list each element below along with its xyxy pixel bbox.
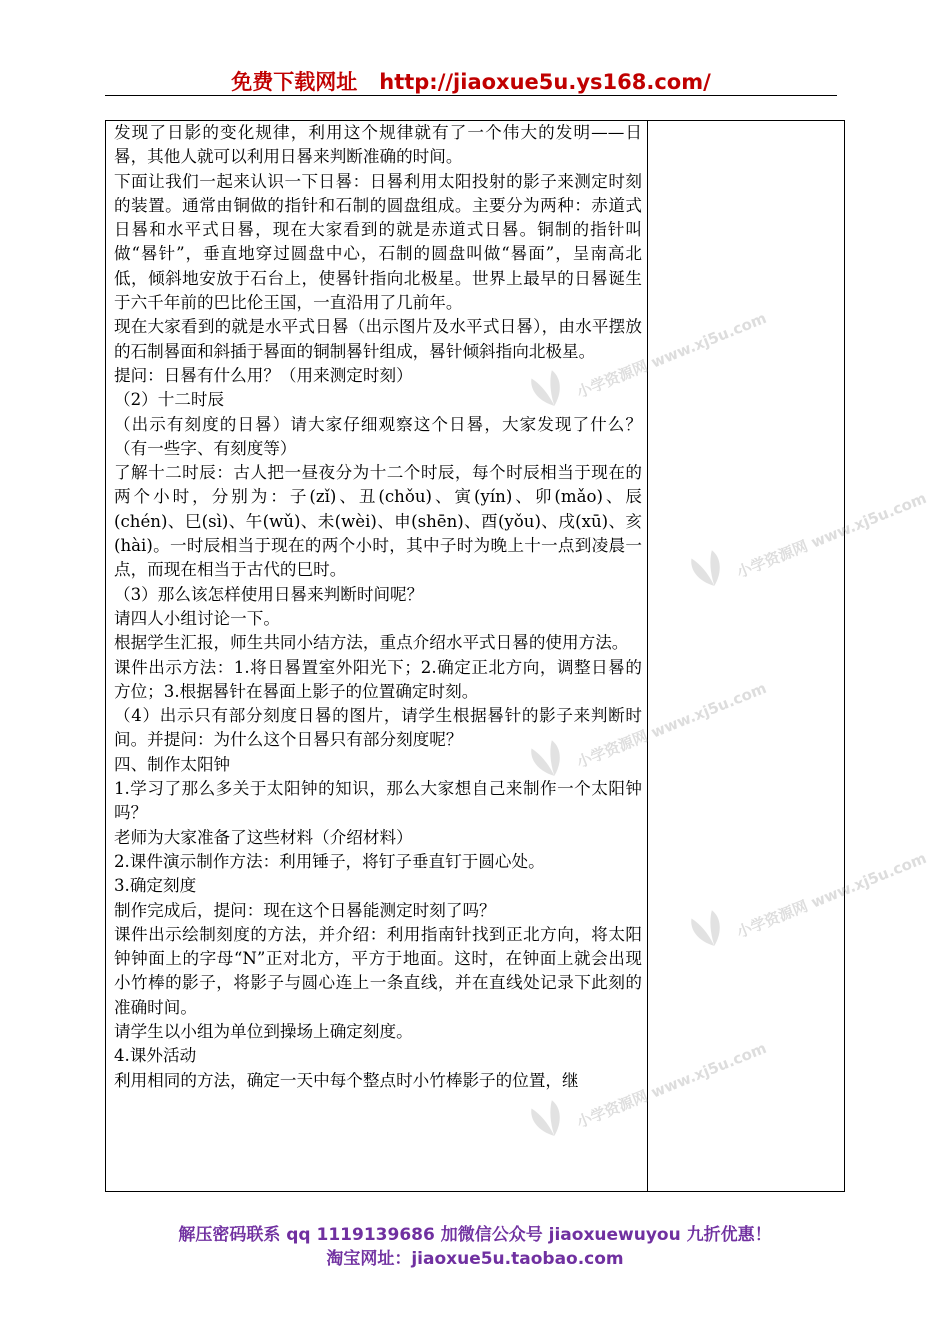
table-column-divider	[647, 121, 648, 1191]
paragraph: 下面让我们一起来认识一下日晷：日晷利用太阳投射的影子来测定时刻的装置。通常由铜做的指针和石制的圆盘组成。主要分为两种：赤道式日晷和水平式日晷，现在大家看到的就是赤道式日晷。铜制的指针叫做“晷针”，垂直地穿过圆盘中心，石制的圆盘叫做“晷面”，呈南高北低，倾斜地安放于石台上，使晷针指向北极星。世界上最早的日晷诞生于六千年前的巴比伦王国，一直沿用了几前年。	[114, 171, 642, 313]
header-divider	[105, 95, 837, 96]
paragraph: 了解十二时辰：古人把一昼夜分为十二个时辰，每个时辰相当于现在的两个小时，分别为：子(zǐ)、丑(chǒu)、寅(yín)、卯(mǎo)、辰(chén)、巳(sì)、午(wǔ)、未(wèi)、申(shēn)、酉(yǒu)、戌(xū)、亥(hài)。一时辰相当于现在的两个小时，其中子时为晚上十一点到凌晨一点，而现在相当于古代的巳时。	[114, 463, 642, 580]
paragraph: （4）出示只有部分刻度日晷的图片，请学生根据晷针的影子来判断时间。并提问：为什么这个日晷只有部分刻度呢？	[114, 706, 642, 750]
paragraph: 利用相同的方法，确定一天中每个整点时小竹棒影子的位置，继	[114, 1070, 579, 1090]
watermark-text: 小学资源网 www.xj5u.com	[734, 848, 930, 942]
watermark-text: 小学资源网 www.xj5u.com	[574, 1038, 770, 1132]
page-header	[105, 66, 837, 94]
watermark-text: 小学资源网 www.xj5u.com	[734, 488, 930, 582]
paragraph: （2）十二时辰	[114, 390, 225, 410]
watermark-text: 小学资源网 www.xj5u.com	[574, 308, 770, 402]
header-label: 免费下载网址	[231, 70, 358, 94]
paragraph: 1.学习了那么多关于太阳钟的知识，那么大家想自己来制作一个太阳钟吗？	[114, 779, 642, 823]
paragraph: （3）那么该怎样使用日晷来判断时间呢？	[114, 584, 424, 604]
paragraph: 2.课件演示制作方法：利用锤子，将钉子垂直钉于圆心处。	[114, 851, 545, 871]
watermark-text: 小学资源网 www.xj5u.com	[574, 678, 770, 772]
paragraph: 发现了日影的变化规律，利用这个规律就有了一个伟大的发明——日晷，其他人就可以利用日晷来判断准确的时间。	[114, 123, 642, 167]
paragraph: 3.确定刻度	[114, 876, 197, 896]
footer-shop-link[interactable]: 淘宝网址：jiaoxue5u.taobao.com	[326, 1249, 624, 1269]
paragraph: 课件出示方法：1.将日晷置室外阳光下；2.确定正北方向，调整日晷的方位；3.根据晷针在晷面上影子的位置确定时刻。	[114, 657, 642, 701]
paragraph: （出示有刻度的日晷）请大家仔细观察这个日晷，大家发现了什么？（有一些字、有刻度等）	[114, 414, 642, 458]
paragraph: 现在大家看到的就是水平式日晷（出示图片及水平式日晷），由水平摆放的石制晷面和斜插于晷面的铜制晷针组成，晷针倾斜指向北极星。	[114, 317, 642, 361]
lesson-table	[105, 120, 845, 1192]
paragraph: 课件出示绘制刻度的方法，并介绍：利用指南针找到正北方向，将太阳钟钟面上的字母“N”正对北方，平方于地面。这时，在钟面上就会出现小竹棒的影子，将影子与圆心连上一条直线，并在直线处记录下此刻的准确时间。	[114, 924, 642, 1017]
paragraph: 请学生以小组为单位到操场上确定刻度。	[114, 1021, 413, 1041]
paragraph: 老师为大家准备了这些材料（介绍材料）	[114, 827, 413, 847]
paragraph: 请四人小组讨论一下。	[114, 608, 280, 628]
paragraph: 制作完成后，提问：现在这个日晷能测定时刻了吗？	[114, 900, 496, 920]
paragraph: 提问：日晷有什么用？（用来测定时刻）	[114, 365, 413, 385]
footer-contact: 解压密码联系 qq 1119139686 加微信公众号 jiaoxuewuyou 九折优惠！	[178, 1225, 772, 1245]
section-heading: 四、制作太阳钟	[114, 754, 231, 774]
header-url-link[interactable]: http://jiaoxue5u.ys168.com/	[379, 70, 711, 94]
lesson-content	[114, 121, 642, 1093]
paragraph: 4.课外活动	[114, 1046, 197, 1066]
paragraph: 根据学生汇报，师生共同小结方法，重点介绍水平式日晷的使用方法。	[114, 633, 629, 653]
